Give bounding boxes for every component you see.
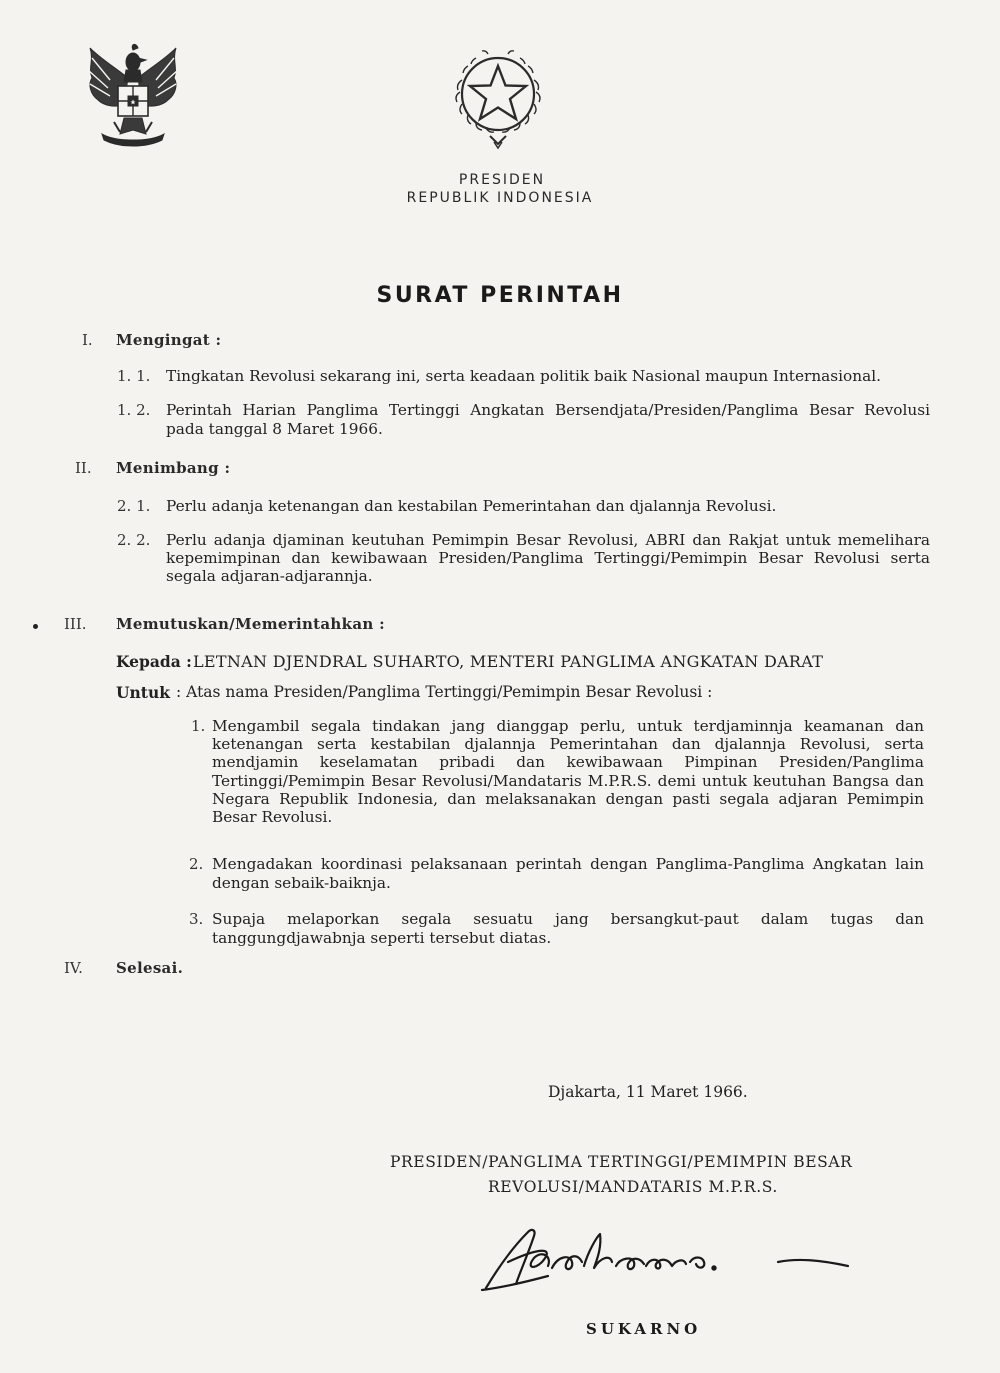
section-1-item-2-number: 1. 2. — [117, 401, 151, 419]
section-2-item-1-number: 2. 1. — [117, 497, 151, 515]
section-3-heading: Memutuskan/Memerintahkan : — [116, 615, 385, 633]
office-title-line-1: PRESIDEN/PANGLIMA TERTINGGI/PEMIMPIN BESAR — [390, 1153, 853, 1171]
section-4-heading: Selesai. — [116, 959, 184, 977]
section-1-heading: Mengingat : — [116, 331, 222, 349]
section-2-item-2-text: Perlu adanja djaminan keutuhan Pemimpin Besar Revolusi, ABRI dan Rakjat untuk memelihara kepemimpinan dan kewibawaan Presiden/Panglima Tertinggi/Pemimpin Besar Revolusi serta segala adjaran-adjarannja. — [166, 531, 930, 585]
garuda-pancasila-emblem-icon — [80, 38, 186, 150]
office-title-line-2: REVOLUSI/MANDATARIS M.P.R.S. — [488, 1178, 778, 1196]
order-3-number: 3. — [189, 910, 204, 928]
section-1-item-1-text: Tingkatan Revolusi sekarang ini, serta keadaan politik baik Nasional maupun Internasional. — [166, 367, 881, 385]
order-2-text: Mengadakan koordinasi pelaksanaan perintah dengan Panglima-Panglima Angkatan lain dengan sebaik-baiknja. — [212, 855, 924, 892]
order-1-text: Mengambil segala tindakan jang dianggap perlu, untuk terdjaminnja keamanan dan ketenangan serta kestabilan djalannja Pemerintahan dan djalannja Revolusi, serta mendjamin keselamatan pribadi dan kewibawaan Pimpinan Presiden/Panglima Tertinggi/Pemimpin Besar Revolusi/Mandataris M.P.R.S. demi untuk keutuhan Bangsa dan Negara Republik Indonesia, dan melaksanakan dengan pasti segala adjaran Pemimpin Besar Revolusi. — [212, 717, 924, 827]
handwritten-signature — [478, 1218, 868, 1298]
margin-dot — [33, 624, 38, 629]
order-1-number: 1. — [191, 717, 206, 735]
presidential-seal-star-icon — [448, 44, 548, 154]
order-3-text: Supaja melaporkan segala sesuatu jang bersangkut-paut dalam tugas dan tanggungdjawabnja seperti tersebut diatas. — [212, 910, 924, 947]
kepada-text: LETNAN DJENDRAL SUHARTO, MENTERI PANGLIMA ANGKATAN DARAT — [193, 652, 824, 671]
signatory-name: SUKARNO — [586, 1320, 702, 1338]
order-2-number: 2. — [189, 855, 204, 873]
kepada-label: Kepada : — [116, 652, 192, 671]
section-4-number: IV. — [64, 959, 83, 977]
place-date: Djakarta, 11 Maret 1966. — [548, 1083, 748, 1101]
untuk-text: : Atas nama Presiden/Panglima Tertinggi/Pemimpin Besar Revolusi : — [176, 683, 713, 701]
section-1-item-1-number: 1. 1. — [117, 367, 151, 385]
section-3-number: III. — [64, 615, 87, 633]
header-line-republic: REPUBLIK INDONESIA — [406, 190, 594, 206]
untuk-label: Untuk — [116, 683, 170, 702]
section-2-item-2-number: 2. 2. — [117, 531, 151, 549]
section-2-number: II. — [75, 459, 92, 477]
section-1-number: I. — [82, 331, 93, 349]
document-title: SURAT PERINTAH — [376, 283, 624, 308]
section-1-item-2-text: Perintah Harian Panglima Tertinggi Angkatan Bersendjata/Presiden/Panglima Besar Revolusi pada tanggal 8 Maret 1966. — [166, 401, 930, 438]
section-2-heading: Menimbang : — [116, 459, 231, 477]
header-line-president: PRESIDEN — [458, 172, 546, 188]
section-2-item-1-text: Perlu adanja ketenangan dan kestabilan Pemerintahan dan djalannja Revolusi. — [166, 497, 777, 515]
